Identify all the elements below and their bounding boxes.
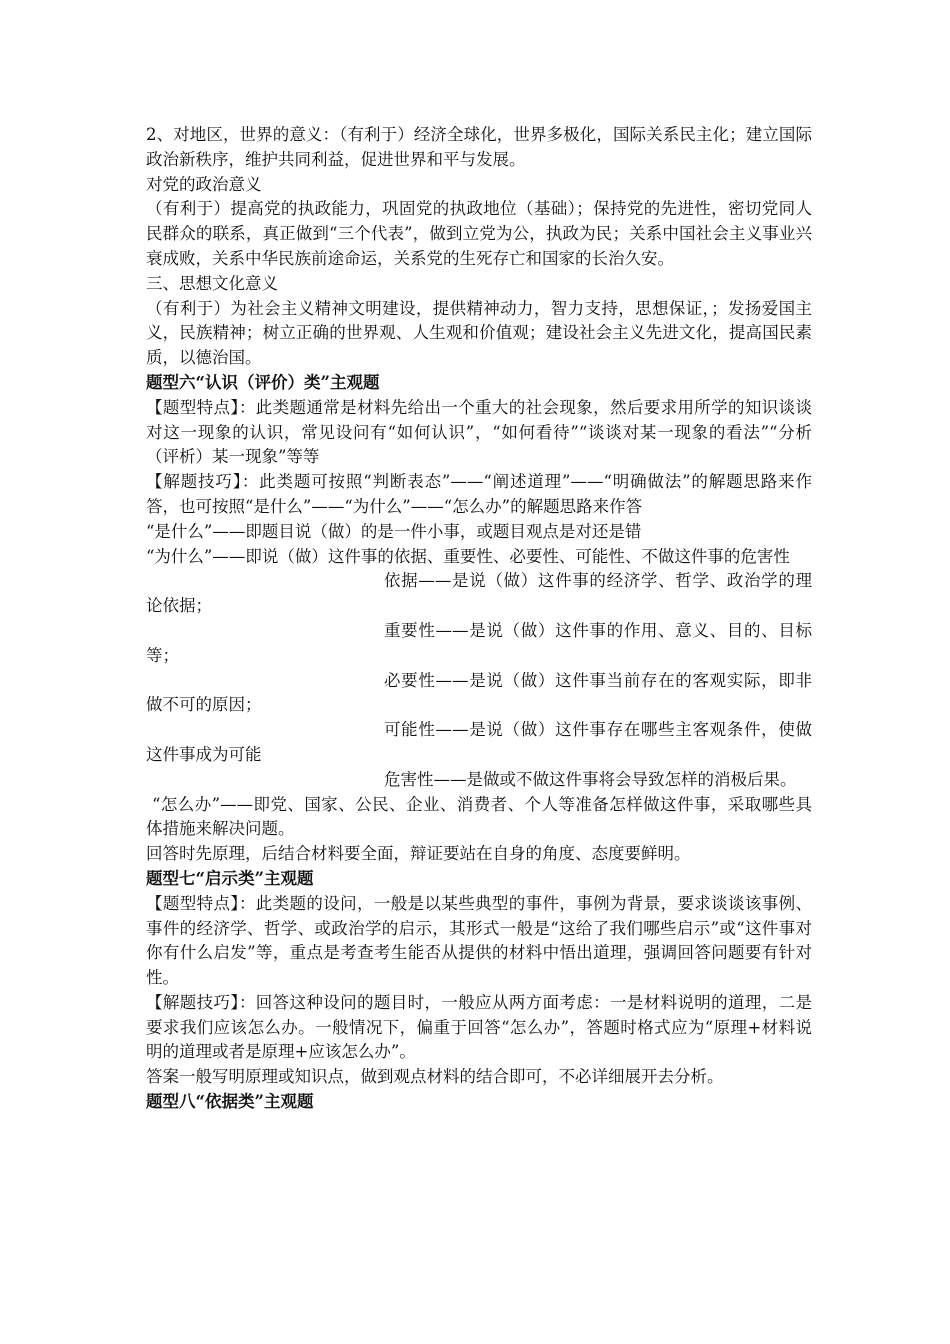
paragraph: “为什么”——即说（做）这件事的依据、重要性、必要性、可能性、不做这件事的危害性 bbox=[146, 546, 790, 566]
section-heading: 题型六“认识（评价）类”主观题 bbox=[146, 372, 380, 392]
paragraph: 【解题技巧】：此类题可按照“判断表态”——“阐述道理”——“明确做法”的解题思路来作答，也可按照“是什么”——“为什么”——“怎么办”的解题思路来作答 bbox=[146, 472, 812, 516]
indented-paragraph: 重要性——是说（做）这件事的作用、意义、目的、目标等； bbox=[146, 620, 812, 665]
paragraph: “是什么”——即题目说（做）的是一件小事，或题目观点是对还是错 bbox=[146, 521, 642, 541]
indented-paragraph: 必要性——是说（做）这件事当前存在的客观实际，即非做不可的原因； bbox=[146, 670, 812, 715]
paragraph: 【解题技巧】：回答这种设问的题目时，一般应从两方面考虑：一是材料说明的道理，二是要求我们应该怎么办。一般情况下，偏重于回答“怎么办”，答题时格式应为“原理+材料说明的道理或者是原理+应该怎么办”。 bbox=[146, 992, 812, 1062]
paragraph: 2、对地区，世界的意义：（有利于）经济全球化，世界多极化，国际关系民主化；建立国际政治新秩序，维护共同利益，促进世界和平与发展。 bbox=[146, 125, 812, 169]
paragraph: 【题型特点】：此类题通常是材料先给出一个重大的社会现象，然后要求用所学的知识谈谈对这一现象的认识，常见设问有“如何认识”，“如何看待”“谈谈对某一现象的看法”“分析（评析）某一现象”等等 bbox=[146, 397, 812, 467]
section-heading: 题型八“依据类”主观题 bbox=[146, 1092, 314, 1112]
indented-paragraph: 依据——是说（做）这件事的经济学、哲学、政治学的理论依据； bbox=[146, 571, 812, 616]
paragraph: （有利于）为社会主义精神文明建设，提供精神动力，智力支持，思想保证，；发扬爱国主义，民族精神；树立正确的世界观、人生观和价值观；建设社会主义先进文化，提高国民素质，以德治国。 bbox=[146, 298, 812, 368]
paragraph: （有利于）提高党的执政能力，巩固党的执政地位（基础）；保持党的先进性，密切党同人民群众的联系，真正做到“三个代表”，做到立党为公，执政为民；关系中国社会主义事业兴衰成败，关系中华民族前途命运，关系党的生死存亡和国家的长治久安。 bbox=[146, 199, 812, 268]
paragraph: 对党的政治意义 bbox=[146, 174, 262, 194]
section-heading: 题型七“启示类”主观题 bbox=[146, 868, 314, 888]
paragraph: 三、思想文化意义 bbox=[146, 273, 278, 293]
indented-paragraph: 危害性——是做或不做这件事将会导致怎样的消极后果。 bbox=[384, 769, 797, 789]
paragraph: 答案一般写明原理或知识点，做到观点材料的结合即可，不必详细展开去分析。 bbox=[146, 1067, 724, 1087]
indented-paragraph: 可能性——是说（做）这件事存在哪些主客观条件，使做这件事成为可能 bbox=[146, 720, 812, 764]
paragraph: 回答时先原理，后结合材料要全面，辩证要站在自身的角度、态度要鲜明。 bbox=[146, 844, 691, 864]
paragraph: “怎么办”——即党、国家、公民、企业、消费者、个人等准备怎样做这件事，采取哪些具体措施来解决问题。 bbox=[146, 794, 812, 839]
document-page bbox=[146, 123, 812, 1115]
paragraph: 【题型特点】：此类题的设问，一般是以某些典型的事件，事例为背景，要求谈谈该事例、事件的经济学、哲学、或政治学的启示，其形式一般是“这给了我们哪些启示”或“这件事对你有什么启发”等，重点是考查考生能否从提供的材料中悟出道理，强调回答问题要有针对性。 bbox=[146, 893, 812, 988]
